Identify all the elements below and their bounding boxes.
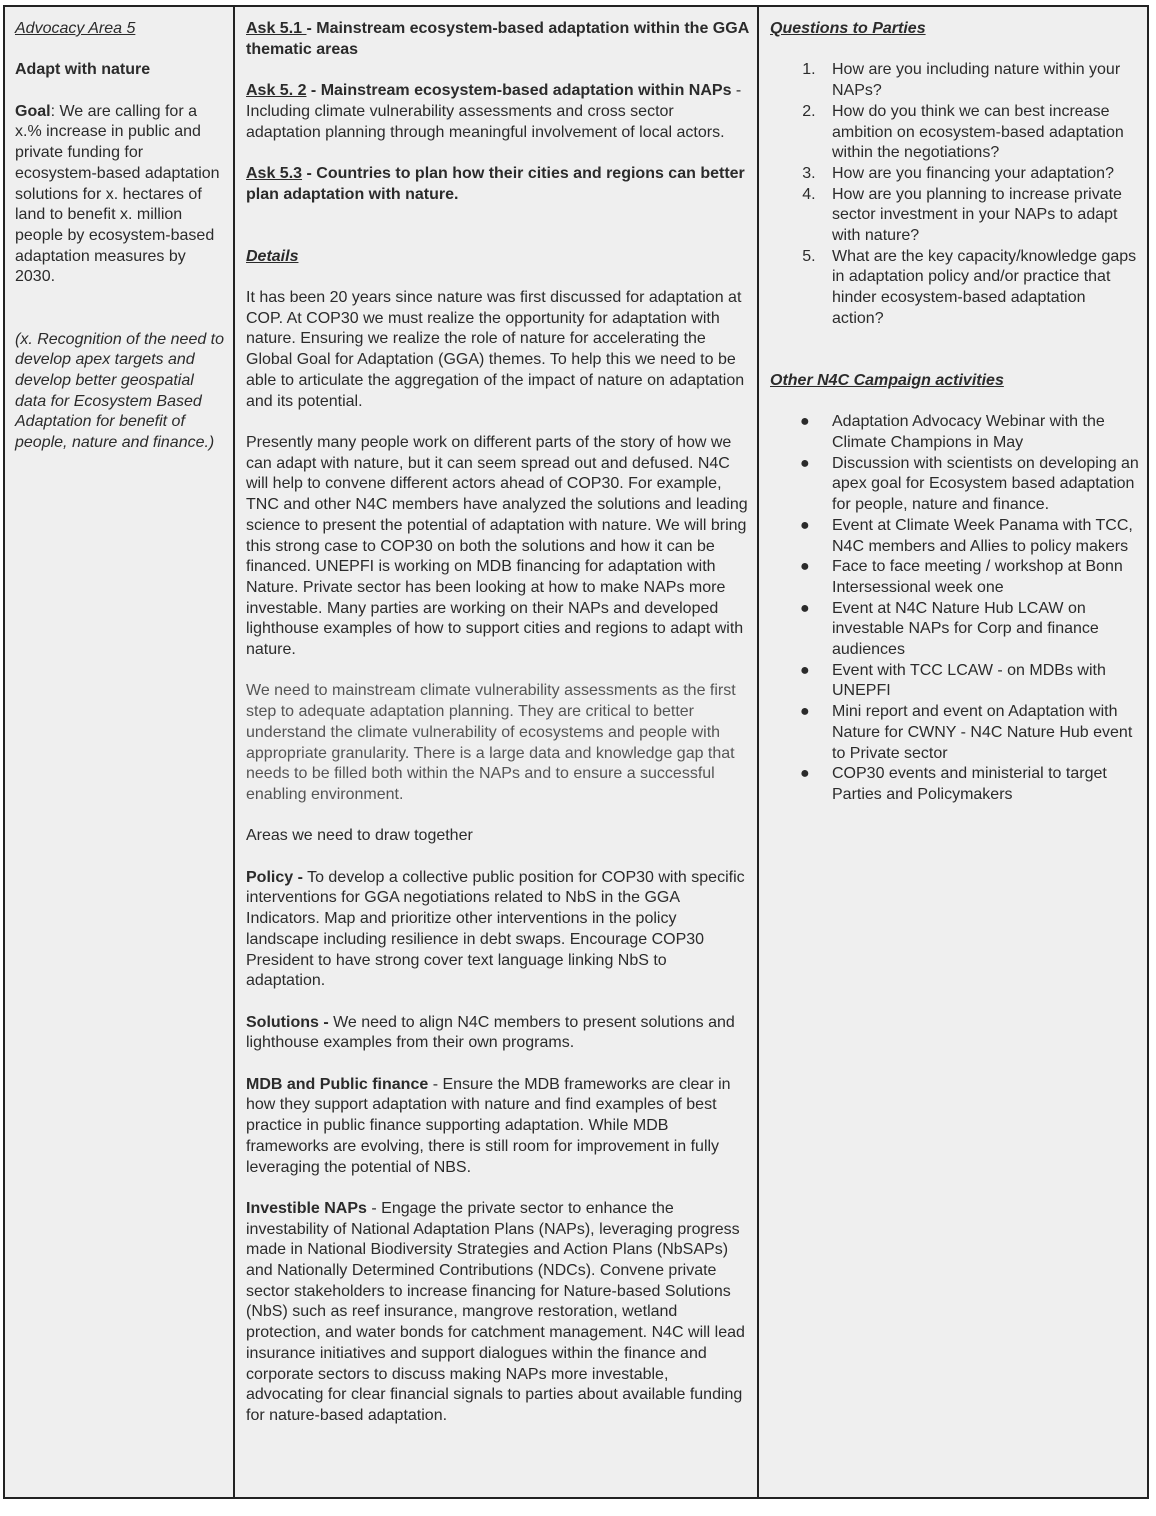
ask-5-1 bbox=[246, 19, 749, 60]
goal-text: : We are calling for a x.% increase in public and private funding for ecosystem-based adaptation solutions for x. hectares of land to benefit x. million people by ecosystem-based adaptation measures by 2030. bbox=[15, 102, 220, 286]
solutions-text: We need to align N4C members to present solutions and lighthouse examples from their own programs. bbox=[246, 1013, 735, 1052]
activity-item bbox=[770, 702, 1139, 764]
ask-5-3 bbox=[246, 164, 749, 205]
solutions-label: Solutions - bbox=[246, 1013, 329, 1031]
activity-text: Face to face meeting / workshop at Bonn Intersessional week one bbox=[832, 558, 1123, 596]
details-paragraph-1: It has been 20 years since nature was first discussed for adaptation at COP. At COP30 we must realize the opportunity for adaptation with nature. Ensuring we realize the role of nature for accelerating the Global Goal for Adaptation (GGA) themes. To help this we need to be able to articulate the aggregation of the impact of nature on adaptation and its potential. bbox=[246, 289, 745, 410]
activity-item bbox=[770, 454, 1139, 516]
advocacy-table bbox=[3, 5, 1149, 1499]
activity-text: COP30 events and ministerial to target Parties and Policymakers bbox=[832, 765, 1107, 803]
activity-item bbox=[770, 661, 1139, 702]
activity-text: Mini report and event on Adaptation with Nature for CWNY - N4C Nature Hub event to Private sector bbox=[832, 703, 1133, 762]
bullet-icon: ● bbox=[800, 599, 810, 617]
naps-label: Investible NAPs bbox=[246, 1199, 367, 1217]
naps-paragraph bbox=[246, 1199, 749, 1427]
solutions-paragraph bbox=[246, 1013, 749, 1054]
questions-heading: Questions to Parties bbox=[770, 20, 926, 37]
activity-item bbox=[770, 764, 1139, 805]
question-item: 5. What are the key capacity/knowledge gaps in adaptation policy and/or practice that hinder ecosystem-based adaptation action? bbox=[820, 247, 1139, 330]
bullet-icon: ● bbox=[800, 661, 810, 679]
activities-heading: Other N4C Campaign activities bbox=[770, 371, 1004, 389]
column-asks-details bbox=[235, 7, 759, 1497]
bullet-icon: ● bbox=[800, 765, 810, 783]
activities-list bbox=[770, 412, 1139, 805]
activity-text: Discussion with scientists on developing an apex goal for Ecosystem based adaptation for people, nature and finance. bbox=[832, 454, 1139, 514]
mdb-paragraph bbox=[246, 1075, 749, 1179]
policy-text: To develop a collective public position for COP30 with specific interventions for GGA negotiations related to NbS in the GGA Indicators. Map and prioritize other interventions in the policy landscape including resilience in debt swaps. Encourage COP30 President to have strong cover text language linking NbS to adaptation. bbox=[246, 868, 745, 990]
activity-item bbox=[770, 599, 1139, 661]
policy-paragraph bbox=[246, 868, 749, 992]
question-item: 1. How are you including nature within your NAPs? bbox=[820, 60, 1139, 101]
goal-label: Goal bbox=[15, 102, 51, 120]
details-paragraph-3: We need to mainstream climate vulnerability assessments as the first step to adequate adaptation planning. They are critical to better understand the climate vulnerability of ecosystems and people with appropriate granularity. There is a large data and knowledge gap that needs to be filled both within the NAPs and to ensure a successful enabling environment. bbox=[246, 682, 736, 803]
column-questions-activities bbox=[759, 7, 1147, 1497]
question-item: 4. How are you planning to increase private sector investment in your NAPs to adapt with nature? bbox=[820, 185, 1139, 247]
activity-text: Event with TCC LCAW - on MDBs with UNEPFI bbox=[832, 661, 1106, 700]
advocacy-area-heading: Advocacy Area 5 bbox=[15, 20, 136, 37]
activity-text: Event at N4C Nature Hub LCAW on investable NAPs for Corp and finance audiences bbox=[832, 599, 1099, 659]
policy-label: Policy - bbox=[246, 868, 303, 886]
bullet-icon: ● bbox=[800, 454, 810, 472]
question-item: 2. How do you think we can best increase ambition on ecosystem-based adaptation within the negotiations? bbox=[820, 102, 1139, 164]
ask-5-2-label: Ask 5. 2 bbox=[246, 82, 307, 100]
ask-5-1-label: Ask 5.1 bbox=[246, 20, 307, 37]
questions-list bbox=[770, 60, 1139, 329]
details-heading: Details bbox=[246, 247, 299, 265]
ask-5-2 bbox=[246, 81, 749, 143]
recognition-note: (x. Recognition of the need to develop apex targets and develop better geospatial data for Ecosystem Based Adaptation for benefit of people, nature and finance.) bbox=[15, 330, 225, 452]
activity-item bbox=[770, 557, 1139, 598]
ask-5-1-text: - Mainstream ecosystem-based adaptation within the GGA thematic areas bbox=[246, 20, 749, 58]
naps-text: - Engage the private sector to enhance the investability of National Adaptation Plans (NAPs), leveraging progress made in National Biodiversity Strategies and Action Plans (NbSAPs) and Nationally Determined Contributions (NDCs). Convene private sector stakeholders to increase financing for Nature-based Solutions (NbS) such as reef insurance, mangrove restoration, wetland protection, and water bonds for catchment management. N4C will lead insurance initiatives and support dialogues within the finance and corporate sectors to discuss making NAPs more investable, advocating for clear financial signals to parties about available funding for nature-based adaptation. bbox=[246, 1199, 745, 1424]
bullet-icon: ● bbox=[800, 558, 810, 576]
activity-text: Adaptation Advocacy Webinar with the Climate Champions in May bbox=[832, 413, 1105, 452]
question-item: 3. How are you financing your adaptation? bbox=[820, 164, 1139, 185]
details-paragraph-2: Presently many people work on different parts of the story of how we can adapt with nature, but it can seem spread out and defused. N4C will help to convene different actors ahead of COP30. For example, TNC and other N4C members have analyzed the solutions and leading science to present the potential of adaptation with nature. We will bring this strong case to COP30 on both the solutions and how it can be financed. UNEPFI is working on MDB financing for adaptation with Nature. Private sector has been looking at how to make NAPs more investable. Many parties are working on their NAPs and developed lighthouse examples of how to support cities and regions to adapt with nature. bbox=[246, 433, 748, 659]
column-advocacy-area bbox=[5, 7, 235, 1497]
ask-5-2-bold-text: - Mainstream ecosystem-based adaptation within NAPs bbox=[306, 82, 732, 100]
activity-item bbox=[770, 516, 1139, 557]
ask-5-3-text: - Countries to plan how their cities and regions can better plan adaptation with nature. bbox=[246, 164, 745, 203]
mdb-label: MDB and Public finance bbox=[246, 1075, 429, 1093]
activity-item bbox=[770, 412, 1139, 453]
mdb-text: - Ensure the MDB frameworks are clear in how they support adaptation with nature and find examples of best practice in public finance supporting adaptation. While MDB frameworks are evolving, there is still room for improvement in fully leveraging the potential of NBS. bbox=[246, 1075, 731, 1176]
ask-5-3-label: Ask 5.3 bbox=[246, 164, 303, 182]
ask-5-2-text: - Including climate vulnerability assessments and cross sector adaptation planning through meaningful involvement of local actors. bbox=[246, 82, 742, 141]
advocacy-area-subheading: Adapt with nature bbox=[15, 61, 151, 79]
goal-paragraph bbox=[15, 102, 225, 288]
bullet-icon: ● bbox=[800, 516, 810, 534]
bullet-icon: ● bbox=[800, 413, 810, 431]
activity-text: Event at Climate Week Panama with TCC, N4C members and Allies to policy makers bbox=[832, 516, 1133, 555]
bullet-icon: ● bbox=[800, 703, 810, 721]
details-paragraph-4: Areas we need to draw together bbox=[246, 827, 473, 845]
